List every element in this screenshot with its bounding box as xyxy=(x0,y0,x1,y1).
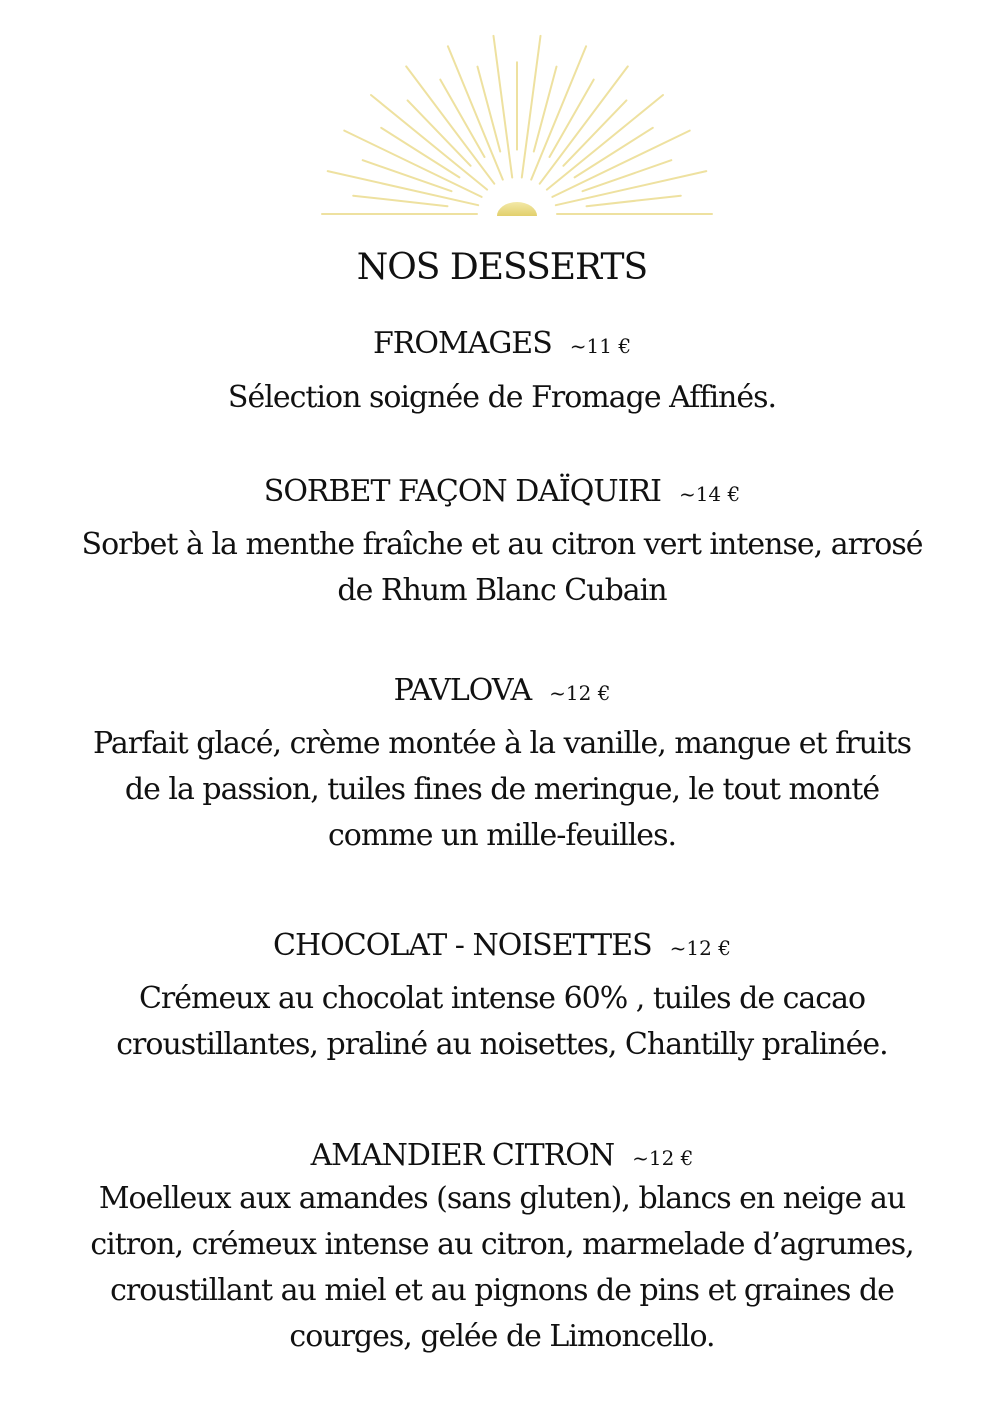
item-name: CHOCOLAT - NOISETTES xyxy=(273,928,652,963)
sun-ray xyxy=(478,67,501,152)
item-name: SORBET FAÇON DAÏQUIRI xyxy=(263,474,661,509)
description-line: croustillant au miel et au pignons de pins et graines de xyxy=(110,1273,894,1308)
sun-ray xyxy=(534,67,557,152)
description-line: Sélection soignée de Fromage Affinés. xyxy=(227,380,777,415)
sun-ray xyxy=(353,196,447,207)
item-price: ~12 € xyxy=(669,936,731,960)
description-line: croustillantes, praliné au noisettes, Chantilly pralinée. xyxy=(116,1027,888,1062)
description-line: Sorbet à la menthe fraîche et au citron vert intense, arrosé xyxy=(81,527,923,562)
description-line: Moelleux aux amandes (sans gluten), blancs en neige au xyxy=(98,1181,906,1216)
sun-rays-icon xyxy=(322,36,712,214)
sun-ray xyxy=(371,95,487,190)
menu-item-pavlova-description xyxy=(0,721,1004,859)
item-price: ~11 € xyxy=(569,334,632,358)
item-price: ~12 € xyxy=(549,681,611,705)
menu-item-fromages-description xyxy=(0,375,1004,421)
item-price: ~14 € xyxy=(678,482,741,506)
description-line: de la passion, tuiles fines de meringue, le tout monté xyxy=(124,772,880,807)
item-name: FROMAGES xyxy=(372,326,552,361)
menu-item-sorbet-heading xyxy=(0,474,1004,512)
item-name: AMANDIER CITRON xyxy=(310,1138,615,1173)
sun-ray xyxy=(556,171,707,205)
sunburst-logo xyxy=(312,14,722,224)
menu-title: NOS DESSERTS xyxy=(356,247,648,288)
description-line: Crémeux au chocolat intense 60% , tuiles de cacao xyxy=(138,981,866,1016)
item-name: PAVLOVA xyxy=(393,673,532,708)
menu-item-amandier-description xyxy=(0,1176,1004,1360)
description-line: citron, crémeux intense au citron, marmelade d’agrumes, xyxy=(90,1227,914,1262)
description-line: courges, gelée de Limoncello. xyxy=(289,1319,715,1354)
menu-item-amandier-heading xyxy=(0,1138,1004,1176)
sun-ray xyxy=(522,36,541,178)
description-line: comme un mille-feuilles. xyxy=(328,818,676,853)
menu-item-chocolat-description xyxy=(0,976,1004,1068)
menu-item-pavlova-heading xyxy=(0,673,1004,711)
item-price: ~12 € xyxy=(632,1146,694,1170)
sun-ray xyxy=(547,95,663,190)
menu-item-chocolat-heading xyxy=(0,928,1004,966)
sun-ray xyxy=(328,171,479,205)
menu-item-fromages-heading xyxy=(0,326,1004,364)
menu-item-sorbet-description xyxy=(0,522,1004,614)
description-line: de Rhum Blanc Cubain xyxy=(337,573,667,608)
half-sun-icon xyxy=(497,202,537,216)
sun-ray xyxy=(587,196,681,207)
sun-ray xyxy=(494,36,513,178)
description-line: Parfait glacé, crème montée à la vanille, mangue et fruits xyxy=(93,726,911,761)
